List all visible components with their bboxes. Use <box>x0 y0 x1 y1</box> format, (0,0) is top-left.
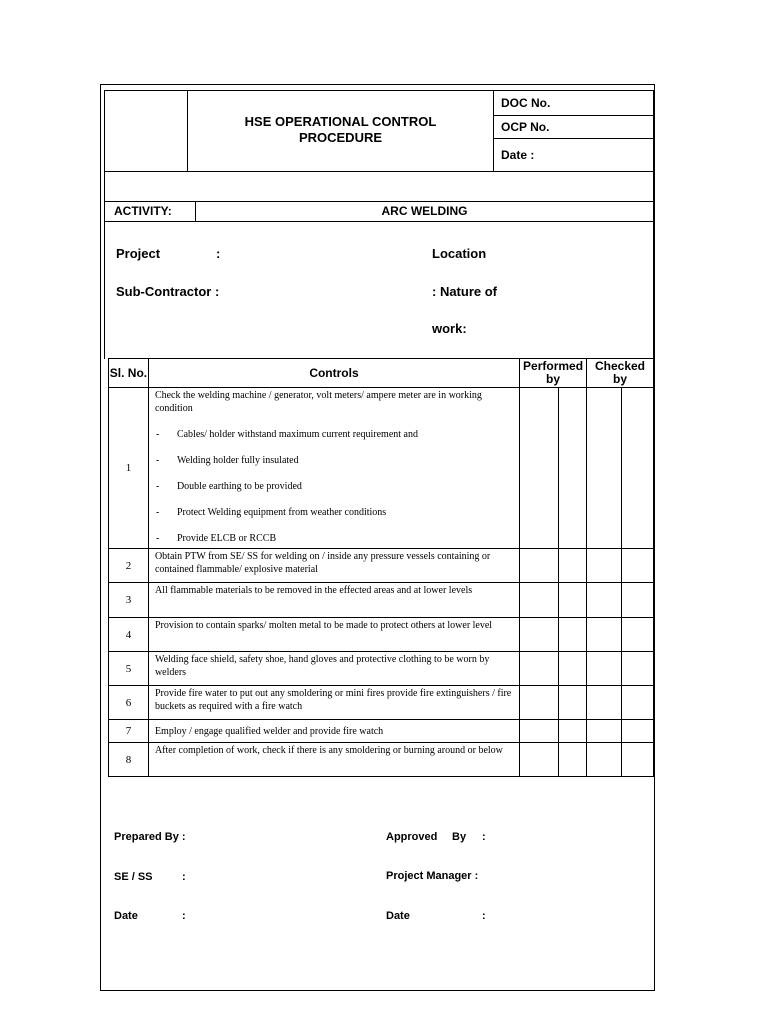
doc-no-field[interactable]: DOC No. <box>494 91 653 116</box>
performed-by-cell[interactable] <box>559 549 587 583</box>
row-number: 4 <box>109 618 149 652</box>
performed-by-cell[interactable] <box>520 686 559 720</box>
row-number: 2 <box>109 549 149 583</box>
control-text: Provide fire water to put out any smoldering or mini fires provide fire extinguishers / fire buckets as required with a fire watch <box>148 686 519 720</box>
control-subitem: - Provide ELCB or RCCB <box>155 533 277 544</box>
performed-by-cell[interactable] <box>520 549 559 583</box>
checked-by-cell[interactable] <box>587 652 622 686</box>
checked-by-cell[interactable] <box>587 743 622 777</box>
performed-by-header: Performed by <box>520 359 587 388</box>
performed-by-cell[interactable] <box>559 686 587 720</box>
performed-by-cell[interactable] <box>559 618 587 652</box>
document-title: HSE OPERATIONAL CONTROL PROCEDURE <box>244 114 437 145</box>
table-row <box>109 652 654 686</box>
control-subitem: - Protect Welding equipment from weather conditions <box>155 507 387 518</box>
performed-by-cell[interactable] <box>559 743 587 777</box>
control-text: Obtain PTW from SE/ SS for welding on / inside any pressure vessels containing or contained flammable/ explosive material <box>148 549 519 583</box>
approved-label: Approved <box>386 831 438 843</box>
header-block <box>104 90 654 172</box>
row-number: 1 <box>109 388 149 549</box>
row-number: 5 <box>109 652 149 686</box>
location-label: Location <box>432 246 487 261</box>
project-manager-label: Project Manager : <box>386 870 479 882</box>
date-colon-right: : <box>482 910 486 922</box>
approved-by-label: By <box>452 831 467 843</box>
control-subitem: - Double earthing to be provided <box>155 481 302 492</box>
approved-colon: : <box>482 831 486 843</box>
project-colon: : <box>216 246 221 261</box>
table-row <box>109 720 654 743</box>
checked-by-header: Checked by <box>587 359 654 388</box>
control-subitem: - Cables/ holder withstand maximum current requirement and <box>155 429 418 440</box>
prepared-by-label: Prepared By : <box>114 831 186 843</box>
row-number: 3 <box>109 583 149 618</box>
checked-by-cell[interactable] <box>587 583 622 618</box>
project-label: Project <box>116 246 161 261</box>
performed-by-cell[interactable] <box>520 388 559 549</box>
row-number: 6 <box>109 686 149 720</box>
control-text: Check the welding machine / generator, volt meters/ ampere meter are in working condition - Cables/ holder withstand maximum current requirement and - Welding holder fully insulated - Double earthing to be provided - Protect Welding equipment from weather conditions - Provide ELCB or RCCB <box>148 388 519 549</box>
control-text: Provision to contain sparks/ molten metal to be made to protect others at lower level <box>148 618 519 652</box>
control-text: All flammable materials to be removed in the effected areas and at lower levels <box>148 583 519 618</box>
checked-by-cell[interactable] <box>621 583 653 618</box>
table-row <box>109 549 654 583</box>
performed-by-cell[interactable] <box>520 743 559 777</box>
title-cell <box>188 91 494 171</box>
performed-by-cell[interactable] <box>520 720 559 743</box>
checked-by-cell[interactable] <box>587 720 622 743</box>
table-row <box>109 686 654 720</box>
checked-by-cell[interactable] <box>621 618 653 652</box>
logo-cell <box>105 91 188 171</box>
activity-label: ACTIVITY: <box>105 202 196 221</box>
controls-header: Controls <box>148 359 519 388</box>
subcontractor-label: Sub-Contractor : <box>116 284 220 299</box>
table-row <box>109 618 654 652</box>
nature-of-label: : Nature of <box>432 284 497 299</box>
control-text: Welding face shield, safety shoe, hand gloves and protective clothing to be worn by welders <box>148 652 519 686</box>
table-row <box>109 743 654 777</box>
checked-by-cell[interactable] <box>621 686 653 720</box>
performed-by-cell[interactable] <box>520 618 559 652</box>
activity-row <box>104 201 654 222</box>
work-label: work: <box>432 321 467 336</box>
checked-by-cell[interactable] <box>621 388 653 549</box>
se-ss-label: SE / SS <box>114 871 153 883</box>
performed-by-cell[interactable] <box>559 583 587 618</box>
checked-by-cell[interactable] <box>587 618 622 652</box>
table-header-row <box>109 359 654 388</box>
checked-by-cell[interactable] <box>621 549 653 583</box>
checked-by-cell[interactable] <box>587 388 622 549</box>
row-number: 8 <box>109 743 149 777</box>
controls-table <box>108 358 654 777</box>
date-label-right: Date <box>386 910 410 922</box>
control-subitem: - Welding holder fully insulated <box>155 455 299 466</box>
date-colon-left: : <box>182 910 186 922</box>
performed-by-cell[interactable] <box>559 720 587 743</box>
performed-by-cell[interactable] <box>559 388 587 549</box>
ocp-no-field[interactable]: OCP No. <box>494 116 653 139</box>
date-label-left: Date <box>114 910 138 922</box>
se-ss-colon: : <box>182 871 186 883</box>
checked-by-cell[interactable] <box>621 743 653 777</box>
control-text: Employ / engage qualified welder and provide fire watch <box>148 720 519 743</box>
performed-by-cell[interactable] <box>520 583 559 618</box>
performed-by-cell[interactable] <box>520 652 559 686</box>
checked-by-cell[interactable] <box>621 720 653 743</box>
activity-value: ARC WELDING <box>381 204 468 218</box>
sl-no-header: Sl. No. <box>109 359 149 388</box>
control-text: After completion of work, check if there is any smoldering or burning around or below <box>148 743 519 777</box>
date-field[interactable]: Date : <box>501 148 535 162</box>
performed-by-cell[interactable] <box>559 652 587 686</box>
table-row <box>109 388 654 549</box>
checked-by-cell[interactable] <box>587 549 622 583</box>
checked-by-cell[interactable] <box>621 652 653 686</box>
table-row <box>109 583 654 618</box>
checked-by-cell[interactable] <box>587 686 622 720</box>
row-number: 7 <box>109 720 149 743</box>
doc-meta <box>494 91 653 171</box>
blank-row <box>104 172 654 202</box>
